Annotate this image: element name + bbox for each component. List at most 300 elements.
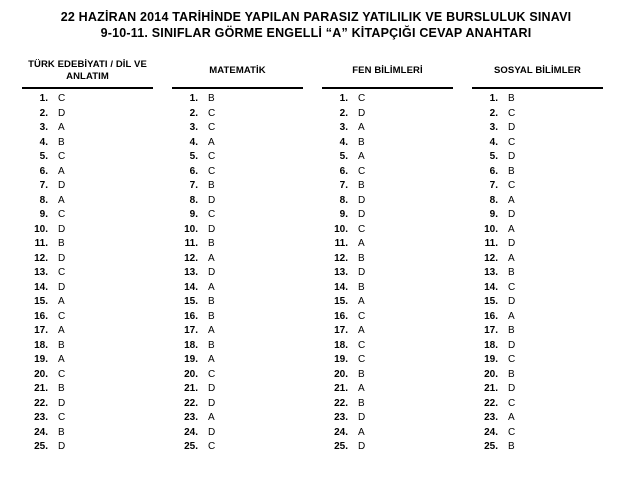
- answer-row: [22, 179, 153, 194]
- question-number: 23.: [484, 412, 498, 423]
- answer-column: [172, 54, 303, 455]
- answer-letter: B: [358, 136, 365, 148]
- question-number: 15.: [34, 296, 48, 307]
- answer-row: [472, 194, 603, 209]
- question-number: 7.: [489, 180, 498, 191]
- question-number: 7.: [189, 180, 198, 191]
- answer-letter: D: [508, 238, 516, 249]
- answer-key-table: [22, 54, 632, 455]
- answer-row: [22, 339, 153, 354]
- answer-row: [22, 136, 153, 151]
- question-number: 11.: [484, 238, 498, 249]
- answer-row: [22, 194, 153, 209]
- answer-row: [22, 397, 153, 412]
- question-number: 12.: [34, 252, 48, 264]
- answer-letter: A: [358, 151, 365, 162]
- answer-letter: C: [358, 165, 366, 177]
- question-number: 4.: [489, 136, 498, 148]
- question-number: 1.: [189, 93, 198, 104]
- answer-row: [472, 252, 603, 267]
- answer-row: [322, 440, 453, 455]
- answer-row: [172, 266, 303, 281]
- answer-letter: D: [208, 267, 216, 278]
- question-number: 8.: [489, 194, 498, 206]
- question-number: 17.: [484, 325, 498, 336]
- answer-row: [172, 411, 303, 426]
- answer-letter: C: [208, 441, 216, 452]
- question-number: 13.: [184, 267, 198, 278]
- answer-row: [322, 208, 453, 223]
- answer-row: [172, 310, 303, 325]
- answer-row: [22, 426, 153, 441]
- answer-row: [472, 310, 603, 325]
- answer-row: [22, 165, 153, 180]
- answer-row: [322, 252, 453, 267]
- answer-letter: C: [508, 397, 516, 409]
- question-number: 21.: [334, 383, 348, 394]
- answer-letter: C: [58, 267, 66, 278]
- answer-row: [472, 121, 603, 136]
- answer-row: [172, 92, 303, 107]
- answer-row: [172, 397, 303, 412]
- answer-letter: D: [508, 383, 516, 394]
- question-number: 23.: [34, 412, 48, 423]
- question-number: 4.: [189, 136, 198, 148]
- answer-row: [22, 310, 153, 325]
- answer-letter: D: [58, 281, 66, 293]
- question-number: 24.: [34, 426, 48, 438]
- title-line-1: 22 HAZİRAN 2014 TARİHİNDE YAPILAN PARASIZ YATILILIK VE BURSLULUK SINAVI: [60, 10, 572, 24]
- answer-letter: D: [358, 194, 366, 206]
- answer-row: [172, 223, 303, 238]
- question-number: 10.: [184, 223, 198, 235]
- question-number: 3.: [39, 122, 48, 133]
- answer-letter: C: [358, 223, 366, 235]
- answer-letter: A: [208, 412, 215, 423]
- question-number: 24.: [334, 426, 348, 438]
- question-number: 10.: [34, 223, 48, 235]
- question-number: 4.: [39, 136, 48, 148]
- answer-letter: D: [358, 441, 366, 452]
- answer-row: [172, 339, 303, 354]
- answer-letter: C: [358, 310, 366, 322]
- answer-letter: A: [358, 296, 365, 307]
- answer-letter: D: [208, 383, 216, 394]
- answer-letter: C: [208, 107, 216, 119]
- answer-row: [472, 426, 603, 441]
- answer-letter: D: [58, 180, 66, 191]
- answer-row: [22, 266, 153, 281]
- answer-row: [172, 165, 303, 180]
- question-number: 1.: [339, 93, 348, 104]
- question-number: 7.: [39, 180, 48, 191]
- answer-row: [472, 208, 603, 223]
- answer-row: [322, 324, 453, 339]
- answer-row: [172, 353, 303, 368]
- answer-rows: [22, 92, 153, 455]
- question-number: 16.: [334, 310, 348, 322]
- answer-letter: D: [208, 397, 216, 409]
- answer-row: [22, 281, 153, 296]
- question-number: 22.: [184, 397, 198, 409]
- answer-letter: B: [208, 238, 215, 249]
- answer-row: [22, 440, 153, 455]
- answer-row: [472, 107, 603, 122]
- answer-row: [322, 223, 453, 238]
- question-number: 19.: [484, 354, 498, 365]
- answer-letter: D: [508, 209, 516, 220]
- answer-letter: B: [508, 165, 515, 177]
- answer-letter: D: [208, 426, 216, 438]
- answer-letter: D: [508, 151, 516, 162]
- answer-row: [322, 150, 453, 165]
- answer-row: [472, 136, 603, 151]
- question-number: 11.: [334, 238, 348, 249]
- answer-letter: B: [58, 136, 65, 148]
- question-number: 6.: [489, 165, 498, 177]
- answer-letter: A: [508, 252, 515, 264]
- question-number: 10.: [484, 223, 498, 235]
- question-number: 11.: [184, 238, 198, 249]
- answer-rows: [472, 92, 603, 455]
- question-number: 3.: [189, 122, 198, 133]
- answer-row: [322, 165, 453, 180]
- answer-row: [472, 266, 603, 281]
- answer-row: [472, 339, 603, 354]
- question-number: 21.: [34, 383, 48, 394]
- answer-row: [22, 324, 153, 339]
- answer-row: [22, 382, 153, 397]
- answer-row: [322, 136, 453, 151]
- answer-letter: A: [358, 383, 365, 394]
- question-number: 15.: [484, 296, 498, 307]
- answer-row: [322, 237, 453, 252]
- answer-letter: C: [358, 339, 366, 351]
- answer-letter: B: [208, 310, 215, 322]
- answer-row: [472, 382, 603, 397]
- answer-letter: A: [58, 194, 65, 206]
- answer-letter: B: [508, 368, 515, 380]
- answer-row: [172, 324, 303, 339]
- answer-row: [22, 411, 153, 426]
- question-number: 25.: [34, 441, 48, 452]
- answer-letter: D: [208, 223, 216, 235]
- question-number: 18.: [334, 339, 348, 351]
- answer-letter: A: [208, 281, 215, 293]
- answer-row: [22, 121, 153, 136]
- answer-row: [322, 281, 453, 296]
- question-number: 6.: [189, 165, 198, 177]
- answer-letter: A: [58, 165, 65, 177]
- answer-row: [172, 426, 303, 441]
- question-number: 21.: [484, 383, 498, 394]
- answer-letter: C: [58, 310, 66, 322]
- answer-row: [172, 440, 303, 455]
- column-header-matematik: MATEMATİK: [172, 54, 303, 89]
- answer-letter: C: [208, 151, 216, 162]
- page-title: [0, 0, 632, 41]
- answer-row: [322, 179, 453, 194]
- answer-row: [472, 281, 603, 296]
- answer-letter: D: [358, 209, 366, 220]
- question-number: 16.: [484, 310, 498, 322]
- answer-row: [172, 107, 303, 122]
- answer-letter: B: [358, 252, 365, 264]
- answer-row: [172, 121, 303, 136]
- answer-letter: B: [58, 383, 65, 394]
- answer-row: [322, 107, 453, 122]
- answer-letter: C: [58, 412, 66, 423]
- question-number: 9.: [339, 209, 348, 220]
- question-number: 15.: [184, 296, 198, 307]
- question-number: 25.: [184, 441, 198, 452]
- question-number: 5.: [189, 151, 198, 162]
- title-line-2: 9-10-11. SINIFLAR GÖRME ENGELLİ “A” KİTAPÇIĞI CEVAP ANAHTARI: [100, 26, 532, 40]
- answer-row: [472, 440, 603, 455]
- question-number: 9.: [189, 209, 198, 220]
- question-number: 20.: [484, 368, 498, 380]
- question-number: 13.: [34, 267, 48, 278]
- answer-row: [472, 353, 603, 368]
- answer-row: [472, 397, 603, 412]
- answer-row: [322, 92, 453, 107]
- answer-letter: B: [58, 426, 65, 438]
- question-number: 16.: [184, 310, 198, 322]
- answer-letter: A: [208, 354, 215, 365]
- question-number: 14.: [334, 281, 348, 293]
- answer-letter: B: [358, 368, 365, 380]
- answer-letter: A: [508, 310, 515, 322]
- question-number: 24.: [184, 426, 198, 438]
- question-number: 23.: [184, 412, 198, 423]
- question-number: 19.: [34, 354, 48, 365]
- answer-letter: A: [58, 325, 65, 336]
- question-number: 20.: [34, 368, 48, 380]
- answer-row: [172, 281, 303, 296]
- answer-row: [472, 411, 603, 426]
- answer-row: [172, 237, 303, 252]
- question-number: 20.: [184, 368, 198, 380]
- answer-row: [472, 165, 603, 180]
- answer-row: [22, 208, 153, 223]
- answer-row: [322, 397, 453, 412]
- answer-letter: B: [58, 339, 65, 351]
- answer-letter: A: [58, 122, 65, 133]
- question-number: 2.: [39, 107, 48, 119]
- answer-row: [322, 411, 453, 426]
- answer-letter: A: [358, 325, 365, 336]
- question-number: 16.: [34, 310, 48, 322]
- answer-letter: B: [58, 238, 65, 249]
- question-number: 9.: [39, 209, 48, 220]
- question-number: 19.: [184, 354, 198, 365]
- question-number: 11.: [34, 238, 48, 249]
- answer-letter: C: [58, 93, 66, 104]
- answer-column: [322, 54, 453, 455]
- answer-rows: [172, 92, 303, 455]
- question-number: 15.: [334, 296, 348, 307]
- question-number: 4.: [339, 136, 348, 148]
- answer-letter: C: [358, 354, 366, 365]
- answer-letter: C: [508, 136, 516, 148]
- answer-letter: B: [508, 93, 515, 104]
- question-number: 22.: [34, 397, 48, 409]
- answer-row: [322, 194, 453, 209]
- question-number: 17.: [34, 325, 48, 336]
- answer-letter: B: [358, 397, 365, 409]
- answer-letter: B: [508, 441, 515, 452]
- question-number: 6.: [39, 165, 48, 177]
- question-number: 17.: [184, 325, 198, 336]
- question-number: 2.: [339, 107, 348, 119]
- question-number: 14.: [484, 281, 498, 293]
- answer-row: [172, 194, 303, 209]
- answer-rows: [322, 92, 453, 455]
- answer-letter: C: [58, 151, 66, 162]
- answer-letter: A: [358, 238, 365, 249]
- answer-letter: A: [58, 296, 65, 307]
- answer-letter: B: [208, 93, 215, 104]
- answer-letter: C: [208, 209, 216, 220]
- column-header-fen-bilimleri: FEN BİLİMLERİ: [322, 54, 453, 89]
- question-number: 8.: [189, 194, 198, 206]
- answer-row: [172, 295, 303, 310]
- answer-row: [322, 295, 453, 310]
- answer-letter: C: [208, 165, 216, 177]
- answer-letter: C: [508, 426, 516, 438]
- answer-letter: A: [58, 354, 65, 365]
- answer-row: [472, 223, 603, 238]
- answer-letter: D: [508, 296, 516, 307]
- answer-row: [322, 266, 453, 281]
- question-number: 22.: [484, 397, 498, 409]
- answer-row: [22, 107, 153, 122]
- answer-row: [472, 179, 603, 194]
- answer-row: [22, 92, 153, 107]
- question-number: 25.: [334, 441, 348, 452]
- question-number: 21.: [184, 383, 198, 394]
- answer-letter: D: [508, 339, 516, 351]
- answer-letter: C: [58, 209, 66, 220]
- answer-letter: B: [208, 180, 215, 191]
- answer-letter: C: [358, 93, 366, 104]
- answer-row: [322, 310, 453, 325]
- answer-row: [172, 382, 303, 397]
- question-number: 12.: [334, 252, 348, 264]
- question-number: 13.: [484, 267, 498, 278]
- answer-row: [22, 353, 153, 368]
- question-number: 8.: [339, 194, 348, 206]
- answer-letter: C: [58, 368, 66, 380]
- question-number: 9.: [489, 209, 498, 220]
- answer-letter: B: [208, 339, 215, 351]
- answer-letter: D: [358, 267, 366, 278]
- answer-row: [472, 324, 603, 339]
- answer-letter: A: [208, 136, 215, 148]
- answer-column: [22, 54, 153, 455]
- answer-letter: A: [358, 122, 365, 133]
- question-number: 12.: [184, 252, 198, 264]
- question-number: 13.: [334, 267, 348, 278]
- question-number: 3.: [339, 122, 348, 133]
- question-number: 2.: [489, 107, 498, 119]
- answer-letter: A: [508, 194, 515, 206]
- question-number: 14.: [184, 281, 198, 293]
- question-number: 5.: [489, 151, 498, 162]
- question-number: 18.: [484, 339, 498, 351]
- answer-letter: B: [358, 281, 365, 293]
- answer-row: [172, 136, 303, 151]
- question-number: 3.: [489, 122, 498, 133]
- answer-letter: A: [208, 252, 215, 264]
- answer-row: [472, 92, 603, 107]
- answer-row: [22, 223, 153, 238]
- answer-row: [22, 237, 153, 252]
- answer-row: [472, 368, 603, 383]
- question-number: 23.: [334, 412, 348, 423]
- answer-row: [172, 150, 303, 165]
- answer-letter: A: [508, 223, 515, 235]
- answer-row: [472, 237, 603, 252]
- answer-letter: A: [208, 325, 215, 336]
- question-number: 19.: [334, 354, 348, 365]
- question-number: 20.: [334, 368, 348, 380]
- answer-row: [22, 368, 153, 383]
- question-number: 5.: [339, 151, 348, 162]
- question-number: 22.: [334, 397, 348, 409]
- question-number: 24.: [484, 426, 498, 438]
- answer-letter: C: [208, 122, 216, 133]
- question-number: 12.: [484, 252, 498, 264]
- answer-letter: D: [58, 252, 66, 264]
- answer-letter: B: [358, 180, 365, 191]
- question-number: 17.: [334, 325, 348, 336]
- question-number: 18.: [184, 339, 198, 351]
- answer-letter: A: [358, 426, 365, 438]
- answer-row: [22, 295, 153, 310]
- question-number: 2.: [189, 107, 198, 119]
- answer-letter: C: [508, 180, 516, 191]
- answer-row: [172, 368, 303, 383]
- question-number: 5.: [39, 151, 48, 162]
- question-number: 7.: [339, 180, 348, 191]
- answer-letter: D: [58, 223, 66, 235]
- question-number: 10.: [334, 223, 348, 235]
- question-number: 8.: [39, 194, 48, 206]
- column-header-turk-edebiyati: TÜRK EDEBİYATI / DİL VE ANLATIM: [22, 54, 153, 89]
- answer-letter: C: [508, 354, 516, 365]
- answer-letter: D: [358, 107, 366, 119]
- answer-letter: B: [208, 296, 215, 307]
- answer-row: [322, 368, 453, 383]
- answer-letter: A: [508, 412, 515, 423]
- answer-column: [472, 54, 603, 455]
- answer-letter: D: [58, 441, 66, 452]
- answer-row: [22, 150, 153, 165]
- answer-row: [322, 426, 453, 441]
- answer-letter: C: [208, 368, 216, 380]
- question-number: 25.: [484, 441, 498, 452]
- answer-row: [172, 208, 303, 223]
- column-header-sosyal-bilimler: SOSYAL BİLİMLER: [472, 54, 603, 89]
- answer-row: [322, 382, 453, 397]
- answer-letter: D: [58, 107, 66, 119]
- answer-row: [322, 339, 453, 354]
- question-number: 6.: [339, 165, 348, 177]
- answer-letter: B: [508, 267, 515, 278]
- answer-letter: C: [508, 107, 516, 119]
- answer-letter: D: [358, 412, 366, 423]
